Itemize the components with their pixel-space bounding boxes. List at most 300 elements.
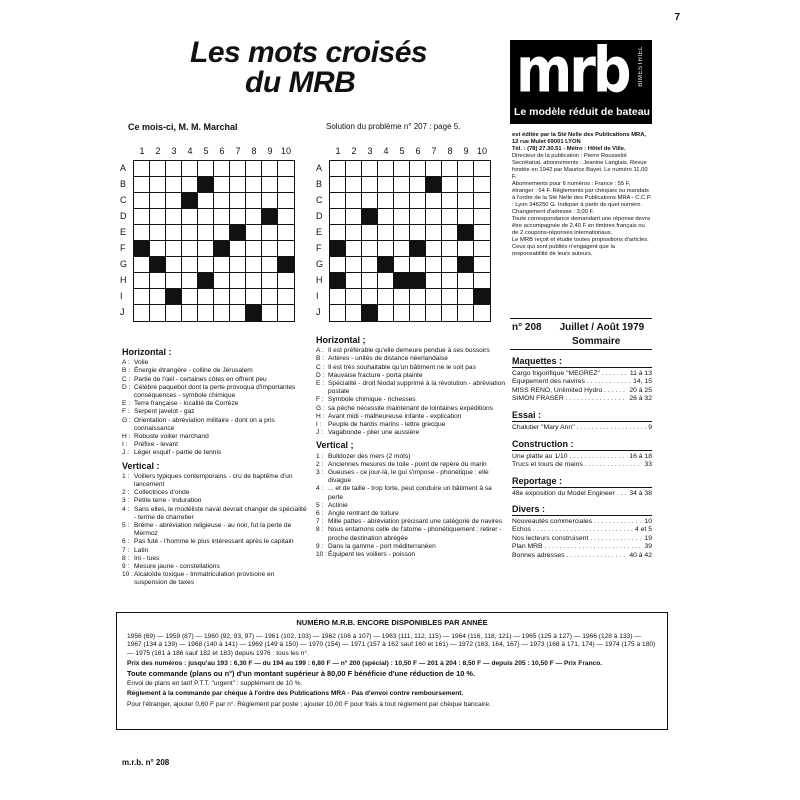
grid-cell[interactable] — [134, 161, 150, 177]
footer-issue: m.r.b. n° 208 — [122, 758, 170, 767]
toc-entry-page: 39 — [644, 543, 652, 551]
black-cell — [182, 193, 198, 209]
toc-entry — [512, 387, 652, 395]
payment-line: Règlement à la commande par chèque à l'ordre des Publications MRA - Pas d'envoi contre remboursement. — [127, 690, 464, 698]
column-numbers — [134, 146, 294, 156]
grid-cell[interactable] — [166, 161, 182, 177]
grid-cell[interactable] — [166, 225, 182, 241]
grid-cell[interactable] — [214, 193, 230, 209]
clue-text: Spécialité - droit féodal supprimé à la révolution - abréviation postale — [328, 380, 506, 396]
grid-cell[interactable] — [246, 161, 262, 177]
grid-cell[interactable] — [150, 273, 166, 289]
column-number: 7 — [431, 146, 437, 156]
grid-cell — [458, 241, 474, 257]
grid-cell — [378, 273, 394, 289]
row-letter: G — [120, 259, 128, 269]
toc-entry-title: SIMON FRASER . . . — [512, 395, 627, 403]
submissions-line: Le MRB reçoit et étudie toutes propositions d'articles. Ceux qui sont publiés n'engagent que la responsabilité de leurs auteurs. — [512, 237, 649, 257]
grid-cell[interactable] — [230, 193, 246, 209]
grid-cell — [346, 161, 362, 177]
clue-item — [122, 417, 308, 433]
grid-cell[interactable] — [214, 257, 230, 273]
years-list: 1956 (69) — 1959 (87) — 1960 (92, 93, 97) — 1961 (102, 103) — 1962 (106 à 107) — 1963 (111, 112, 115) — 1964 (116, 118, 121) — 1965 (125 à 127) — 1966 (128 à 133) — 1967 (134 à 139) — 1968 (140 à 141) — 1969 (149 à 150) — 1970 (154) — 1971 (157 à 162 sauf 160 et 161) — 1972 (163, 164, 167) — 1973 (168 à 171, 174) — 1974 (175 à 180) — 1975 (181 à 186 sauf 182 et 183) depuis 1976 : tous les n°. — [127, 633, 656, 657]
clue-key: 1 : — [122, 472, 130, 480]
clue-item — [316, 347, 506, 355]
grid-cell[interactable] — [262, 225, 278, 241]
grid-cell — [362, 241, 378, 257]
grid-cell — [426, 289, 442, 305]
toc-entry — [512, 461, 652, 469]
clue-text: Voile — [134, 359, 149, 367]
toc-entry-page: 4 et 5 — [634, 526, 652, 534]
grid-cell[interactable] — [166, 273, 182, 289]
clue-text: Partie de l'œil - certaines côtes en offrent peu — [134, 375, 267, 383]
column-number: 6 — [219, 146, 225, 156]
grid-cell[interactable] — [214, 289, 230, 305]
grid-cell[interactable] — [166, 177, 182, 193]
clue-item — [122, 506, 308, 522]
grid-cell[interactable] — [134, 305, 150, 321]
clue-item — [122, 522, 308, 538]
clue-item — [316, 485, 506, 501]
toc-entry-page: 20 à 25 — [629, 386, 652, 394]
grid-cell[interactable] — [182, 225, 198, 241]
clue-text: Nous entamons celle de l'atome - phonétiquement : retirer - proche destination abrégée — [328, 526, 502, 542]
grid-cell[interactable] — [134, 289, 150, 305]
clue-key: 4 : — [122, 505, 130, 513]
clue-key: 3 : — [122, 497, 130, 505]
grid-cell — [330, 193, 346, 209]
grid-cell — [346, 273, 362, 289]
clue-item — [316, 518, 506, 526]
grid-cell — [362, 161, 378, 177]
toc-entry — [512, 490, 652, 498]
clue-item — [316, 380, 506, 396]
clue-key: A : — [122, 359, 130, 367]
row-letters — [120, 160, 127, 320]
row-letter: C — [316, 195, 323, 205]
clue-key: A : — [316, 347, 324, 355]
clue-item — [316, 421, 506, 429]
clue-key: B : — [316, 355, 325, 363]
grid-cell[interactable] — [246, 193, 262, 209]
grid-cell[interactable] — [198, 193, 214, 209]
toc-entry-title: Cargo frigorifique "MEGREZ" . . . — [512, 370, 628, 378]
grid-cell[interactable] — [230, 161, 246, 177]
clue-item — [122, 408, 308, 416]
grid-cell — [394, 241, 410, 257]
column-number: 7 — [235, 146, 241, 156]
toc-entry — [512, 395, 652, 403]
grid-cell[interactable] — [278, 177, 294, 193]
grid-cell[interactable] — [182, 273, 198, 289]
black-cell — [198, 177, 214, 193]
row-letter: A — [316, 163, 323, 173]
grid-cell — [394, 161, 410, 177]
toc-entry-title: Chalutier "Mary Ann" . . . — [512, 424, 646, 432]
grid-cell[interactable] — [134, 273, 150, 289]
clue-item — [122, 571, 308, 587]
grid-cell[interactable] — [278, 289, 294, 305]
grid-cell[interactable] — [182, 241, 198, 257]
grid-cell — [330, 177, 346, 193]
grid-cell[interactable] — [230, 305, 246, 321]
column-number: 3 — [171, 146, 177, 156]
grid-cell[interactable] — [166, 305, 182, 321]
column-number: 5 — [399, 146, 405, 156]
urgent-line: Envoi de plans en tarif P.T.T. "urgent" : supplément de 10 %. — [127, 680, 303, 688]
clue-text: Célèbre paquebot dont la perte provoqua d'importantes conséquences - symbole chimique — [134, 383, 296, 400]
grid-cell[interactable] — [150, 305, 166, 321]
grid-cell — [442, 161, 458, 177]
grid-cell[interactable] — [246, 177, 262, 193]
black-cell — [410, 241, 426, 257]
grid-cell — [442, 209, 458, 225]
clue-text: Mauvaise fracture - porta plainte — [328, 371, 423, 379]
row-letter: H — [120, 275, 127, 285]
black-cell — [458, 225, 474, 241]
grid-cell — [458, 289, 474, 305]
grid-cell[interactable] — [150, 241, 166, 257]
grid-cell[interactable] — [262, 257, 278, 273]
grid-cell[interactable] — [246, 289, 262, 305]
grid-cell[interactable] — [278, 305, 294, 321]
grid-cell — [378, 177, 394, 193]
grid-cell[interactable] — [262, 241, 278, 257]
clue-item — [316, 396, 506, 404]
clue-text: Voiliers typiques contemporains - cru de baptême d'un lancement — [134, 472, 293, 489]
grid-cell[interactable] — [230, 273, 246, 289]
clue-item — [122, 376, 308, 384]
column-number: 3 — [367, 146, 373, 156]
clue-item — [122, 384, 308, 400]
grid-cell — [458, 209, 474, 225]
grid-cell[interactable] — [166, 193, 182, 209]
grid-cell — [426, 209, 442, 225]
column-number: 8 — [251, 146, 257, 156]
grid-cell — [362, 289, 378, 305]
grid-cell[interactable] — [278, 193, 294, 209]
grid-cell — [362, 177, 378, 193]
clue-key: 6 : — [316, 510, 324, 518]
grid-cell[interactable] — [150, 177, 166, 193]
grid-cell — [394, 209, 410, 225]
grid-cell[interactable] — [150, 225, 166, 241]
grid-cell[interactable] — [246, 241, 262, 257]
grid-cell — [346, 305, 362, 321]
grid-cell[interactable] — [214, 161, 230, 177]
grid-cell[interactable] — [134, 177, 150, 193]
clue-item — [316, 543, 506, 551]
column-number: 4 — [187, 146, 193, 156]
grid-cell[interactable] — [198, 241, 214, 257]
row-letter: E — [120, 227, 127, 237]
masthead-tagline: Le modèle réduit de bateau — [514, 106, 650, 118]
toc-entry — [512, 552, 652, 560]
row-letter: J — [316, 307, 321, 317]
grid-cell — [362, 257, 378, 273]
divider — [510, 349, 652, 350]
grid-cell — [362, 193, 378, 209]
grid-cell[interactable] — [230, 289, 246, 305]
grid-cell[interactable] — [246, 209, 262, 225]
grid-cell[interactable] — [214, 177, 230, 193]
grid-cell — [474, 305, 490, 321]
clue-key: 10 : — [316, 551, 327, 559]
vertical-heading: Vertical : — [122, 460, 160, 471]
grid-cell[interactable] — [214, 305, 230, 321]
grid-cell[interactable] — [214, 273, 230, 289]
toc-entry-title: Nouveautés commerciales . . . — [512, 518, 642, 526]
grid-cell[interactable] — [262, 177, 278, 193]
toc-entry-page: 11 à 13 — [629, 370, 652, 377]
black-cell — [150, 257, 166, 273]
horizontal-heading: Horizontal : — [122, 347, 172, 357]
grid-cell[interactable] — [214, 209, 230, 225]
grid-cell — [378, 193, 394, 209]
grid-cell — [410, 161, 426, 177]
black-cell — [134, 241, 150, 257]
clue-text: Symbole chimique - richesses — [328, 396, 416, 404]
toc-entry — [512, 424, 652, 432]
clue-item — [122, 441, 308, 449]
toc-entry-title: Trucs et tours de mains . . . — [512, 461, 642, 469]
row-letter: J — [120, 307, 125, 317]
row-letter: I — [316, 291, 319, 301]
grid-cell[interactable] — [182, 289, 198, 305]
grid-cell[interactable] — [198, 161, 214, 177]
toc-section — [512, 410, 652, 432]
clue-item — [122, 400, 308, 408]
toc-entry-title: Une platte au 1/10 . . . — [512, 453, 627, 461]
solution-clues — [316, 336, 506, 559]
grid-cell[interactable] — [214, 225, 230, 241]
clue-key: 2 : — [122, 489, 130, 497]
clue-key: 2 : — [316, 460, 324, 468]
grid-cell[interactable] — [182, 305, 198, 321]
grid-cell[interactable] — [262, 161, 278, 177]
grid-cell — [474, 209, 490, 225]
grid-cell[interactable] — [182, 209, 198, 225]
toc-entry-page: 9 — [648, 424, 652, 431]
clue-key: 4 : — [316, 485, 324, 493]
grid-cell[interactable] — [166, 209, 182, 225]
column-number: 8 — [447, 146, 453, 156]
row-letter: C — [120, 195, 127, 205]
grid-cell[interactable] — [198, 209, 214, 225]
column-number: 9 — [267, 146, 273, 156]
director-line: Directeur de la publication : Pierre Rousselot Secrétariat, abonnements : Jeanine Langlais. Revue fondée en 1942 par Maurice Bayet. Le numéro 11,00 F. — [512, 153, 648, 180]
grid-cell[interactable] — [198, 289, 214, 305]
grid-cell[interactable] — [278, 225, 294, 241]
divider — [512, 450, 652, 451]
clue-item — [122, 473, 308, 489]
clue-text: Sans elles, le modéliste naval devrait changer de spécialité - terme de charretier — [134, 505, 307, 521]
grid-cell[interactable] — [150, 209, 166, 225]
problem-grid[interactable] — [133, 160, 295, 322]
grid-cell[interactable] — [278, 209, 294, 225]
clue-text: Angle rentrant de toiture — [328, 510, 399, 518]
clue-item — [122, 538, 308, 546]
grid-cell[interactable] — [246, 273, 262, 289]
page-number: 7 — [674, 12, 680, 23]
clue-key: F : — [316, 396, 324, 404]
column-number: 2 — [155, 146, 161, 156]
vertical-heading: Vertical ; — [316, 440, 354, 451]
grid-cell[interactable] — [182, 257, 198, 273]
column-number: 10 — [280, 146, 291, 156]
grid-cell[interactable] — [166, 241, 182, 257]
grid-cell — [394, 257, 410, 273]
clue-key: J : — [122, 449, 129, 457]
row-letter: H — [316, 275, 323, 285]
grid-cell — [442, 225, 458, 241]
clue-text: Latin — [134, 546, 149, 554]
toc-entry — [512, 453, 652, 461]
column-number: 5 — [203, 146, 209, 156]
clue-text: Mesure jaune - constellations — [134, 563, 220, 571]
row-letter: D — [316, 211, 323, 221]
clue-item — [316, 526, 506, 542]
grid-cell[interactable] — [230, 241, 246, 257]
grid-cell[interactable] — [198, 225, 214, 241]
prices-line: Prix des numéros : jusqu'au 193 : 6,30 F — du 194 au 199 : 6,80 F — n° 200 (spécial) : 10,50 F — 201 à 204 : 8,50 F — depuis 205 : 10,50 F — Prix Franco. — [127, 659, 603, 667]
grid-cell[interactable] — [262, 305, 278, 321]
grid-cell — [330, 257, 346, 273]
grid-cell — [442, 177, 458, 193]
toc-entry — [512, 535, 652, 543]
grid-cell[interactable] — [134, 257, 150, 273]
clue-key: F : — [122, 408, 130, 416]
toc-entry — [512, 370, 652, 378]
black-cell — [198, 273, 214, 289]
clue-item — [122, 547, 308, 555]
grid-cell — [410, 193, 426, 209]
toc-entry-page: 14, 15 — [633, 378, 652, 386]
clue-text: Anciennes mesures de toile - point de repère du marin — [328, 460, 487, 468]
grid-cell — [346, 289, 362, 305]
grid-cell[interactable] — [262, 193, 278, 209]
clue-item — [122, 433, 308, 441]
black-cell — [362, 209, 378, 225]
grid-cell — [410, 289, 426, 305]
grid-cell — [426, 225, 442, 241]
clue-key: 1 : — [316, 452, 324, 460]
grid-cell — [346, 257, 362, 273]
toc-section-title: Maquettes : — [512, 356, 563, 366]
toc-section-title: Divers : — [512, 504, 546, 514]
grid-cell[interactable] — [182, 177, 198, 193]
grid-cell — [474, 193, 490, 209]
clue-key: J : — [316, 429, 323, 437]
back-issues-box — [116, 612, 668, 730]
black-cell — [230, 225, 246, 241]
row-letter: E — [316, 227, 323, 237]
clue-text: Petite terre - Induration — [134, 497, 202, 505]
grid-cell[interactable] — [230, 257, 246, 273]
grid-cell[interactable] — [134, 225, 150, 241]
grid-cell — [474, 177, 490, 193]
grid-cell — [426, 305, 442, 321]
clue-text: ... et de taille - trop forte, peut conduire un bâtiment à sa perte — [328, 485, 492, 501]
grid-cell[interactable] — [230, 209, 246, 225]
grid-cell[interactable] — [198, 257, 214, 273]
row-letter: B — [316, 179, 323, 189]
issue-number: n° 208 — [512, 322, 542, 333]
grid-cell[interactable] — [150, 289, 166, 305]
solution-crossword — [316, 146, 506, 336]
grid-cell — [346, 209, 362, 225]
clue-item — [122, 449, 308, 457]
clue-text: Alcaloïde toxique - Immatriculation provisoire en suspension de taxes — [134, 571, 275, 587]
publication-info — [512, 132, 652, 258]
publisher-line: est éditée par la Sté Nelle des Publications MRA, 12 rue Mulet 69001 LYON — [512, 132, 647, 145]
column-number: 2 — [351, 146, 357, 156]
row-letter: B — [120, 179, 127, 189]
divider — [512, 487, 652, 488]
grid-cell — [410, 305, 426, 321]
clue-item — [316, 461, 506, 469]
grid-cell[interactable] — [134, 193, 150, 209]
grid-cell[interactable] — [198, 305, 214, 321]
clue-key: 5 : — [122, 522, 130, 530]
grid-cell[interactable] — [230, 177, 246, 193]
clue-text: Orientation - abréviation militaire - dont on a pris connaissance — [134, 416, 275, 432]
clue-key: 9 : — [122, 563, 130, 571]
grid-cell — [474, 225, 490, 241]
solution-line: Solution du problème n° 207 : page 5. — [326, 122, 461, 131]
clue-item — [316, 429, 506, 437]
clue-item — [122, 367, 308, 375]
grid-cell — [378, 161, 394, 177]
clue-key: 3 : — [316, 469, 324, 477]
column-number: 10 — [476, 146, 487, 156]
clue-text: Brême - abréviation religieuse - au noir, fut la perte de Mermoz — [134, 522, 292, 538]
column-numbers — [330, 146, 490, 156]
clue-text: Dans la gamme - port méditerranéen — [328, 542, 436, 550]
foreign-line: Pour l'étranger, ajouter 0,60 F par n°. Règlement par poste ; ajouter 10,00 F pour frais à tout règlement par chèque bancaire. — [127, 700, 491, 708]
clue-item — [316, 469, 506, 485]
grid-cell — [474, 241, 490, 257]
grid-cell[interactable] — [262, 289, 278, 305]
grid-cell[interactable] — [278, 273, 294, 289]
column-number: 1 — [335, 146, 341, 156]
grid-cell[interactable] — [278, 161, 294, 177]
grid-cell — [362, 225, 378, 241]
grid-cell[interactable] — [262, 273, 278, 289]
grid-cell[interactable] — [166, 257, 182, 273]
clue-text: Vagabonde - plier une aussière — [328, 429, 420, 437]
clue-key: G : — [122, 416, 131, 424]
grid-cell — [458, 273, 474, 289]
solution-grid — [329, 160, 491, 322]
clue-key: D : — [316, 371, 325, 379]
clue-text: Robuste voilier marchand — [134, 433, 209, 441]
grid-cell[interactable] — [150, 193, 166, 209]
grid-cell[interactable] — [134, 209, 150, 225]
author-line: Ce mois-ci, M. M. Marchal — [128, 122, 238, 132]
grid-cell[interactable] — [150, 161, 166, 177]
problem-crossword — [120, 146, 300, 336]
grid-cell[interactable] — [246, 257, 262, 273]
grid-cell[interactable] — [246, 225, 262, 241]
grid-cell[interactable] — [278, 241, 294, 257]
grid-cell — [346, 225, 362, 241]
grid-cell — [442, 305, 458, 321]
discount-line: Toute commande (plans ou n°) d'un montant supérieur à 80,00 F bénéficie d'une réduction de 10 %. — [127, 669, 475, 679]
row-letters — [316, 160, 323, 320]
grid-cell[interactable] — [182, 161, 198, 177]
